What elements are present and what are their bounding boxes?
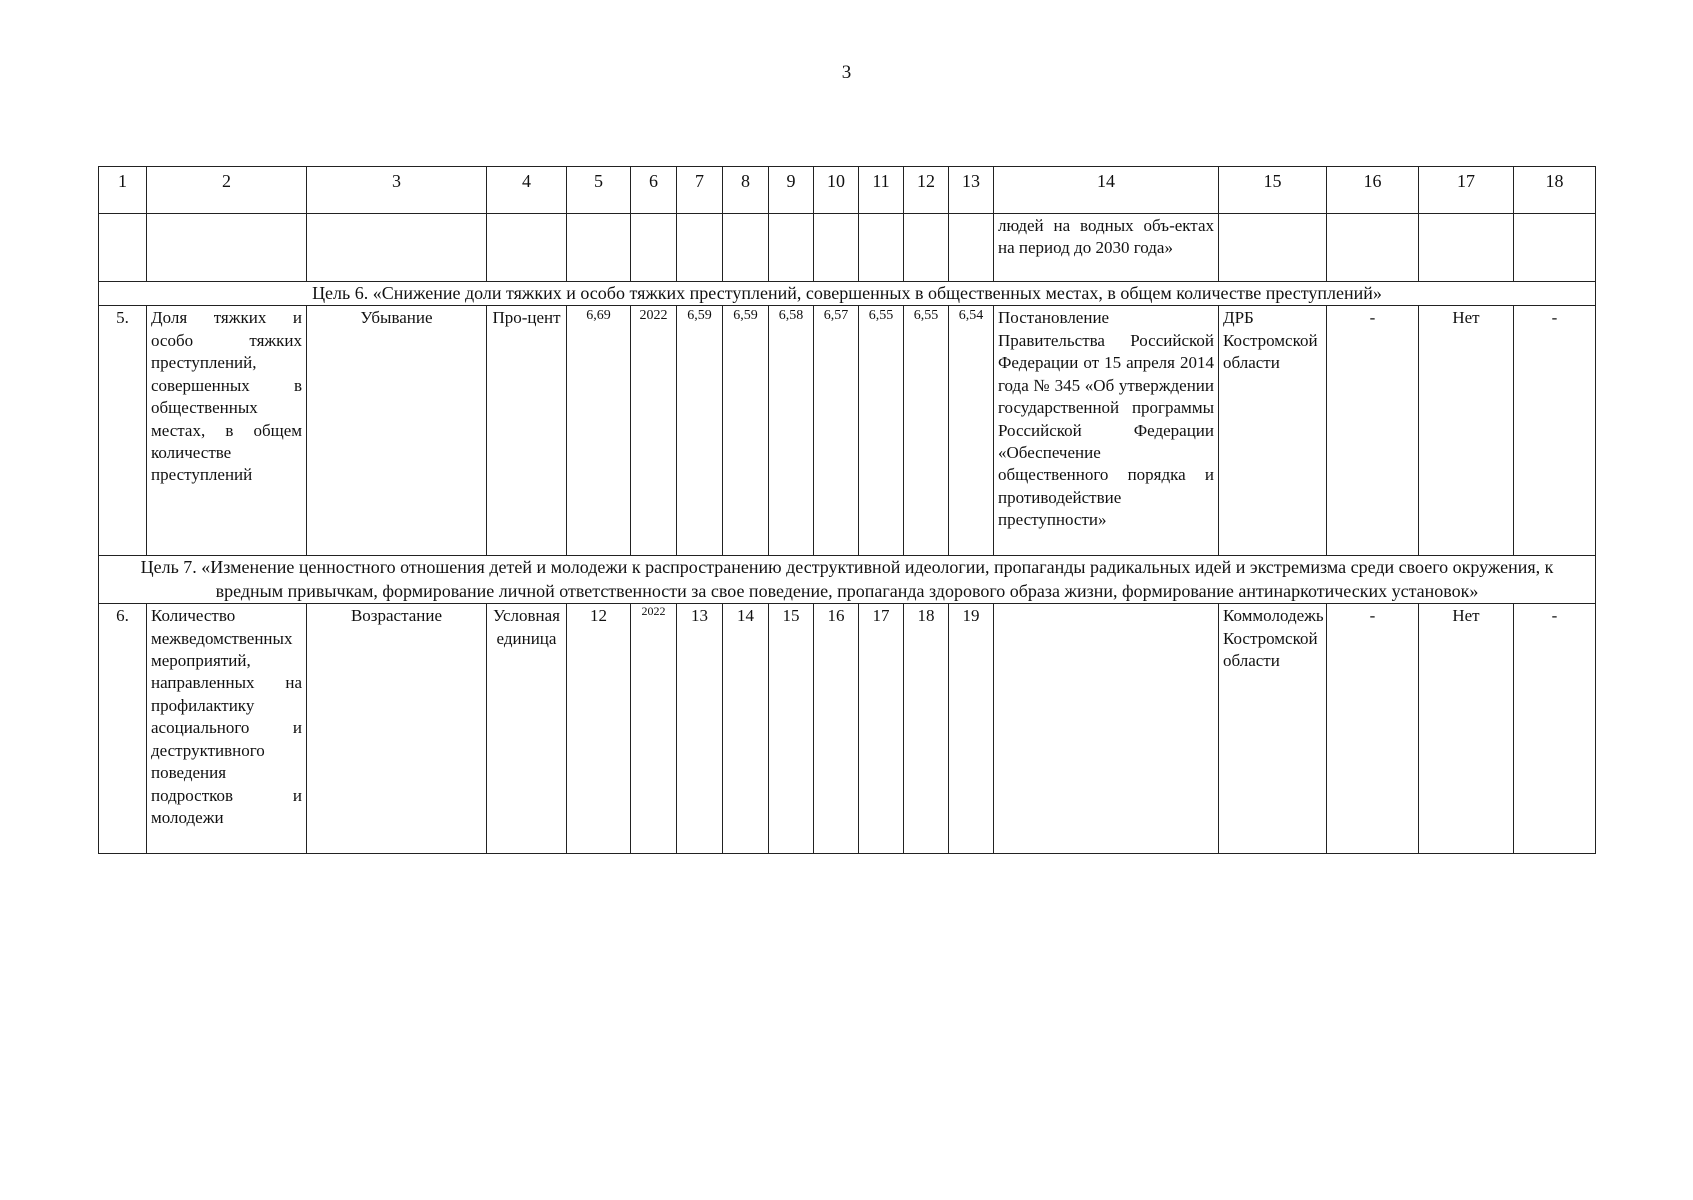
indicator-row-5: [99, 306, 1596, 556]
value-col-12: 6,55: [904, 306, 949, 556]
table-cell: [307, 214, 487, 282]
header-cell: 13: [949, 167, 994, 214]
base-year: 2022: [631, 306, 677, 556]
regulatory-document: Постановление Правительства Российской Федерации от 15 апреля 2014 года № 345 «Об утверждении государственной программы Российской Федерации «Обеспечение общественного порядка и противодействие преступности»: [994, 306, 1219, 556]
header-cell: 9: [769, 167, 814, 214]
value-col-11: 6,55: [859, 306, 904, 556]
table-cell: [1419, 214, 1514, 282]
continuation-row: [99, 214, 1596, 282]
header-row: [99, 167, 1596, 214]
value-col-12: 18: [904, 604, 949, 854]
base-value: 12: [567, 604, 631, 854]
table-cell: [677, 214, 723, 282]
continuation-document-text: людей на водных объ-ектах на период до 2030 года»: [994, 214, 1219, 282]
indicator-row-6: [99, 604, 1596, 854]
header-cell: 17: [1419, 167, 1514, 214]
header-cell: 4: [487, 167, 567, 214]
header-cell: 7: [677, 167, 723, 214]
col-17-value: Нет: [1419, 306, 1514, 556]
header-cell: 6: [631, 167, 677, 214]
indicator-trend: Убывание: [307, 306, 487, 556]
col-16-value: -: [1327, 306, 1419, 556]
value-col-13: 19: [949, 604, 994, 854]
value-col-9: 6,58: [769, 306, 814, 556]
table-cell: [631, 214, 677, 282]
table-cell: [904, 214, 949, 282]
value-col-10: 6,57: [814, 306, 859, 556]
table-cell: [1514, 214, 1596, 282]
indicator-unit: Условная единица: [487, 604, 567, 854]
table-cell: [147, 214, 307, 282]
row-number: 6.: [99, 604, 147, 854]
header-cell: 3: [307, 167, 487, 214]
value-col-11: 17: [859, 604, 904, 854]
header-cell: 10: [814, 167, 859, 214]
base-value: 6,69: [567, 306, 631, 556]
goal-7-title: Цель 7. «Изменение ценностного отношения детей и молодежи к распространению деструктивной идеологии, пропаганды радикальных идей и экстремизма среди своего окружения, к вредным привычкам, формирование личной ответственности за свое поведение, пропаганда здорового образа жизни, формирование антинаркотических установок»: [99, 556, 1596, 604]
header-cell: 18: [1514, 167, 1596, 214]
value-col-9: 15: [769, 604, 814, 854]
row-number: 5.: [99, 306, 147, 556]
indicators-table: [98, 166, 1596, 854]
table-cell: [949, 214, 994, 282]
table-cell: [99, 214, 147, 282]
table-cell: [814, 214, 859, 282]
value-col-8: 14: [723, 604, 769, 854]
table-cell: [1327, 214, 1419, 282]
regulatory-document: [994, 604, 1219, 854]
header-cell: 15: [1219, 167, 1327, 214]
indicator-trend: Возрастание: [307, 604, 487, 854]
header-cell: 12: [904, 167, 949, 214]
responsible-body: ДРБ Костромской области: [1219, 306, 1327, 556]
indicator-name: Доля тяжких и особо тяжких преступлений, совершенных в общественных местах, в общем количестве преступлений: [147, 306, 307, 556]
table-cell: [487, 214, 567, 282]
value-col-10: 16: [814, 604, 859, 854]
table-cell: [769, 214, 814, 282]
goal-6-row: [99, 282, 1596, 306]
header-cell: 1: [99, 167, 147, 214]
page-number: 3: [841, 62, 852, 83]
col-18-value: -: [1514, 306, 1596, 556]
value-col-8: 6,59: [723, 306, 769, 556]
header-cell: 11: [859, 167, 904, 214]
value-col-13: 6,54: [949, 306, 994, 556]
header-cell: 8: [723, 167, 769, 214]
col-18-value: -: [1514, 604, 1596, 854]
col-16-value: -: [1327, 604, 1419, 854]
value-col-7: 6,59: [677, 306, 723, 556]
header-cell: 2: [147, 167, 307, 214]
col-17-value: Нет: [1419, 604, 1514, 854]
indicator-unit: Про-цент: [487, 306, 567, 556]
responsible-body: Коммолодежь Костромской области: [1219, 604, 1327, 854]
indicator-name: Количество межведомственных мероприятий, направленных на профилактику асоциального и деструктивного поведения подростков и молодежи: [147, 604, 307, 854]
goal-6-title: Цель 6. «Снижение доли тяжких и особо тяжких преступлений, совершенных в общественных местах, в общем количестве преступлений»: [99, 282, 1596, 306]
header-cell: 14: [994, 167, 1219, 214]
table-cell: [723, 214, 769, 282]
goal-7-row: [99, 556, 1596, 604]
table-cell: [1219, 214, 1327, 282]
value-col-7: 13: [677, 604, 723, 854]
base-year: 2022: [631, 604, 677, 854]
header-cell: 16: [1327, 167, 1419, 214]
table-cell: [567, 214, 631, 282]
table-cell: [859, 214, 904, 282]
header-cell: 5: [567, 167, 631, 214]
